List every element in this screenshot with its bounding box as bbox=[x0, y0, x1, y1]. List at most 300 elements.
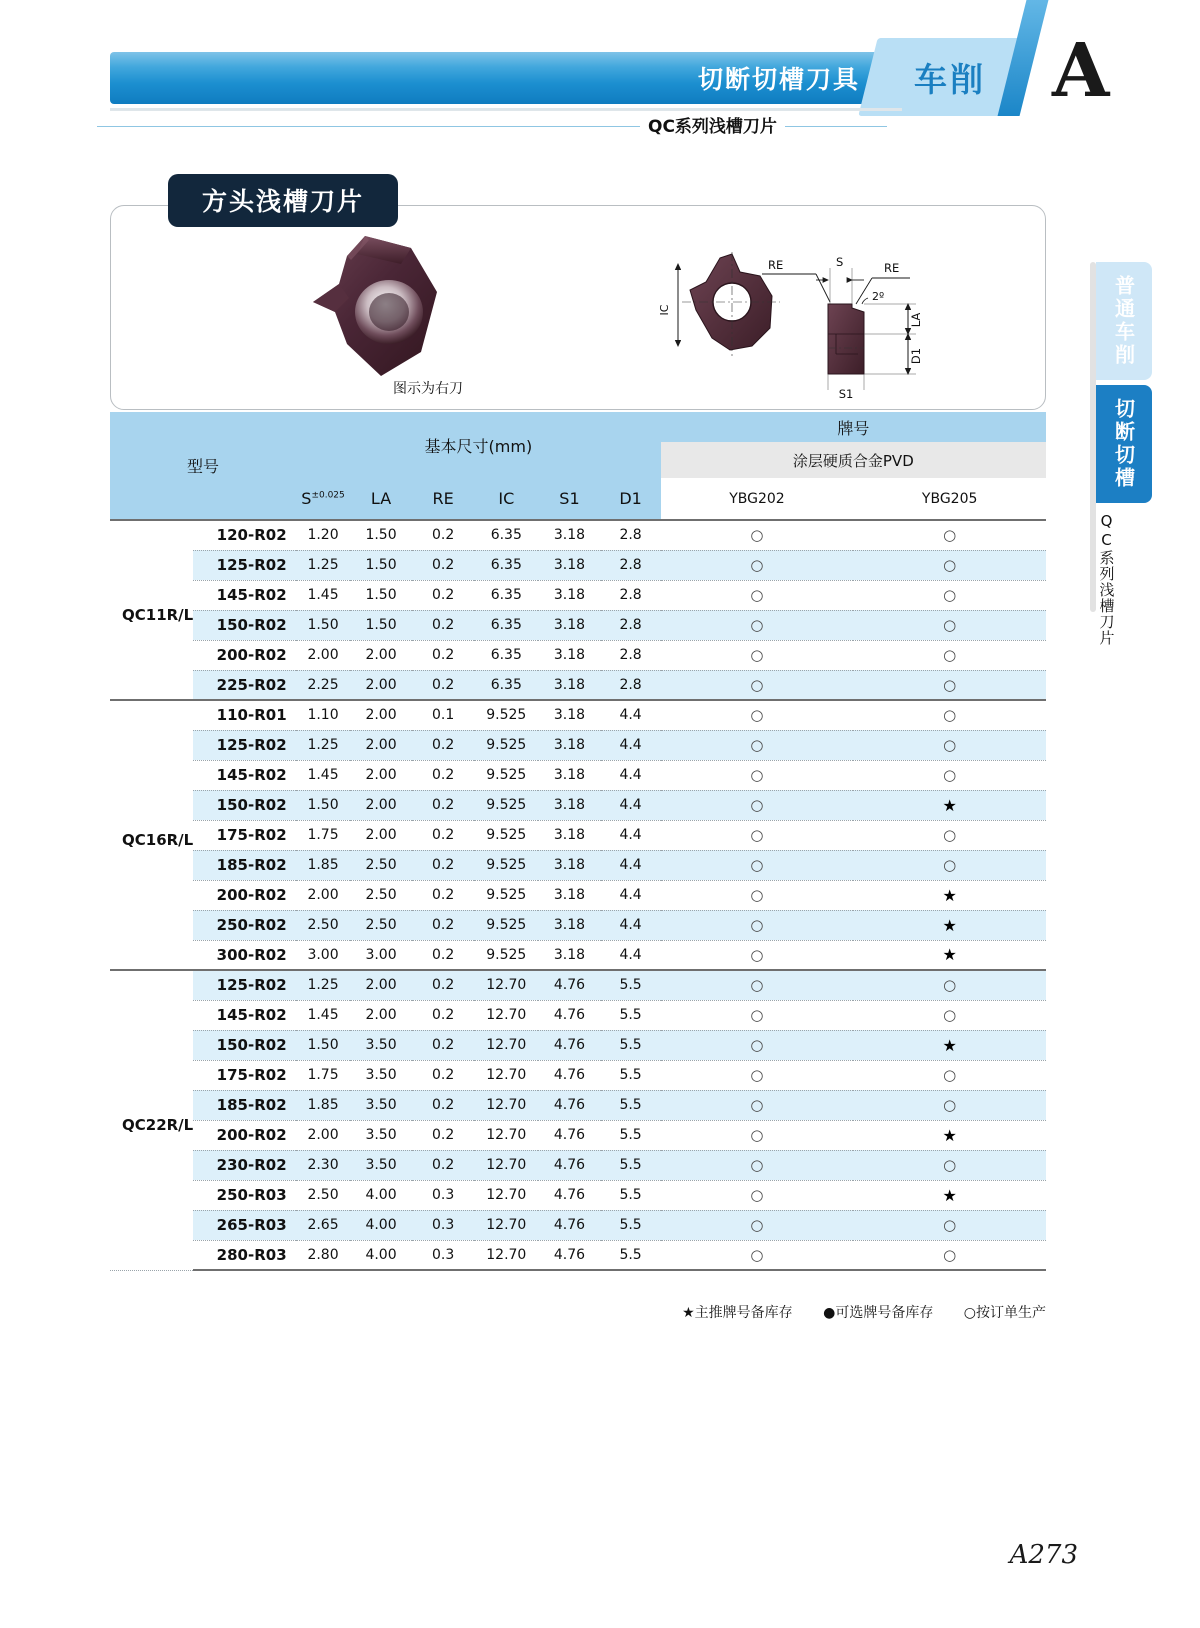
s-cell: 1.50 bbox=[296, 790, 350, 820]
la-cell: 2.00 bbox=[350, 760, 412, 790]
header-grade-sub: 涂层硬质合金PVD bbox=[661, 442, 1046, 478]
ic-cell: 12.70 bbox=[474, 970, 538, 1000]
model-cell: 175-R02 bbox=[193, 820, 296, 850]
header-model: 型号 bbox=[110, 412, 296, 520]
s-cell: 2.80 bbox=[296, 1240, 350, 1270]
insert-photo-svg bbox=[261, 226, 511, 386]
la-d1-dimensions bbox=[864, 304, 923, 374]
table-row bbox=[110, 730, 1046, 760]
ic-cell: 9.525 bbox=[474, 730, 538, 760]
header-basic-dimensions: 基本尺寸(mm) bbox=[296, 412, 661, 478]
ybg205-cell: ★ bbox=[853, 880, 1046, 910]
d1-cell: 2.8 bbox=[601, 550, 661, 580]
d1-label: D1 bbox=[909, 347, 923, 365]
table-row bbox=[110, 700, 1046, 730]
model-cell: 185-R02 bbox=[193, 1090, 296, 1120]
table-row bbox=[110, 1060, 1046, 1090]
insert-photo bbox=[261, 226, 511, 386]
ybg205-cell: ○ bbox=[853, 760, 1046, 790]
model-cell: 125-R02 bbox=[193, 730, 296, 760]
re-cell: 0.2 bbox=[412, 520, 474, 550]
model-cell: 125-R02 bbox=[193, 550, 296, 580]
s-cell: 1.75 bbox=[296, 1060, 350, 1090]
ybg202-cell: ○ bbox=[661, 790, 854, 820]
ic-cell: 9.525 bbox=[474, 790, 538, 820]
table-row bbox=[110, 880, 1046, 910]
ybg205-cell: ○ bbox=[853, 700, 1046, 730]
ybg205-cell: ○ bbox=[853, 1240, 1046, 1270]
ic-cell: 12.70 bbox=[474, 1030, 538, 1060]
d1-cell: 2.8 bbox=[601, 580, 661, 610]
page-header bbox=[0, 0, 1200, 145]
s1-cell: 3.18 bbox=[538, 640, 600, 670]
table-row bbox=[110, 940, 1046, 970]
ybg205-cell: ★ bbox=[853, 1180, 1046, 1210]
model-cell: 145-R02 bbox=[193, 760, 296, 790]
model-cell: 230-R02 bbox=[193, 1150, 296, 1180]
table-row bbox=[110, 910, 1046, 940]
d1-cell: 4.4 bbox=[601, 790, 661, 820]
ic-cell: 12.70 bbox=[474, 1180, 538, 1210]
model-cell: 200-R02 bbox=[193, 1120, 296, 1150]
ybg202-cell: ○ bbox=[661, 850, 854, 880]
re-cell: 0.2 bbox=[412, 970, 474, 1000]
d1-cell: 5.5 bbox=[601, 1090, 661, 1120]
s1-cell: 3.18 bbox=[538, 700, 600, 730]
d1-cell: 5.5 bbox=[601, 1150, 661, 1180]
model-cell: 250-R02 bbox=[193, 910, 296, 940]
ybg202-cell: ○ bbox=[661, 550, 854, 580]
d1-cell: 4.4 bbox=[601, 880, 661, 910]
ybg202-cell: ○ bbox=[661, 760, 854, 790]
legend-dot: ●可选牌号备库存 bbox=[823, 1305, 934, 1321]
la-cell: 3.50 bbox=[350, 1120, 412, 1150]
s-cell: 1.50 bbox=[296, 1030, 350, 1060]
la-cell: 2.00 bbox=[350, 700, 412, 730]
table-row bbox=[110, 580, 1046, 610]
section-title-pill: 方头浅槽刀片 bbox=[168, 174, 398, 227]
re-cell: 0.2 bbox=[412, 550, 474, 580]
photo-caption: 图示为右刀 bbox=[393, 381, 463, 397]
table-row bbox=[110, 1150, 1046, 1180]
d1-cell: 4.4 bbox=[601, 940, 661, 970]
ybg205-cell: ○ bbox=[853, 1000, 1046, 1030]
la-cell: 3.50 bbox=[350, 1150, 412, 1180]
re-cell: 0.2 bbox=[412, 730, 474, 760]
ybg202-cell: ○ bbox=[661, 1240, 854, 1270]
re-cell: 0.2 bbox=[412, 910, 474, 940]
la-cell: 2.50 bbox=[350, 850, 412, 880]
ic-dimension bbox=[658, 264, 678, 346]
model-cell: 265-R03 bbox=[193, 1210, 296, 1240]
ybg205-cell: ★ bbox=[853, 790, 1046, 820]
ybg202-cell: ○ bbox=[661, 580, 854, 610]
ic-cell: 9.525 bbox=[474, 820, 538, 850]
ybg202-cell: ○ bbox=[661, 670, 854, 700]
re-cell: 0.3 bbox=[412, 1180, 474, 1210]
header-s-tolerance: ±0.025 bbox=[311, 490, 345, 501]
d1-cell: 5.5 bbox=[601, 1240, 661, 1270]
ybg202-cell: ○ bbox=[661, 730, 854, 760]
group-type-cell: QC11R/L bbox=[110, 520, 193, 700]
ic-cell: 12.70 bbox=[474, 1090, 538, 1120]
ybg202-cell: ○ bbox=[661, 1090, 854, 1120]
s1-cell: 3.18 bbox=[538, 850, 600, 880]
ybg205-cell: ○ bbox=[853, 970, 1046, 1000]
model-cell: 280-R03 bbox=[193, 1240, 296, 1270]
sidebar-item-cutoff-grooving[interactable]: 切断切槽 bbox=[1096, 385, 1152, 503]
re-cell: 0.1 bbox=[412, 700, 474, 730]
ybg205-cell: ★ bbox=[853, 1120, 1046, 1150]
s1-cell: 4.76 bbox=[538, 1150, 600, 1180]
re-left-label: RE bbox=[768, 258, 784, 272]
s1-dimension bbox=[828, 374, 864, 401]
ybg205-cell: ○ bbox=[853, 1060, 1046, 1090]
d1-cell: 5.5 bbox=[601, 1060, 661, 1090]
ybg205-cell: ○ bbox=[853, 550, 1046, 580]
s1-cell: 3.18 bbox=[538, 760, 600, 790]
page-number: A273 bbox=[1009, 1540, 1078, 1570]
s-cell: 1.85 bbox=[296, 1090, 350, 1120]
d1-cell: 5.5 bbox=[601, 1210, 661, 1240]
table-row bbox=[110, 1240, 1046, 1270]
table-body bbox=[110, 520, 1046, 1270]
model-cell: 185-R02 bbox=[193, 850, 296, 880]
ybg202-cell: ○ bbox=[661, 1180, 854, 1210]
model-cell: 125-R02 bbox=[193, 970, 296, 1000]
s1-cell: 4.76 bbox=[538, 1210, 600, 1240]
ybg205-cell: ○ bbox=[853, 730, 1046, 760]
model-cell: 120-R02 bbox=[193, 520, 296, 550]
table-row bbox=[110, 550, 1046, 580]
table-row bbox=[110, 1030, 1046, 1060]
d1-cell: 5.5 bbox=[601, 1120, 661, 1150]
legend-circle: ○按订单生产 bbox=[963, 1305, 1046, 1321]
sidebar-item-general-turning[interactable]: 普通车削 bbox=[1096, 262, 1152, 380]
re-cell: 0.2 bbox=[412, 820, 474, 850]
group-type-cell: QC16R/L bbox=[110, 700, 193, 970]
la-cell: 3.50 bbox=[350, 1060, 412, 1090]
s-cell: 1.45 bbox=[296, 760, 350, 790]
la-cell: 2.00 bbox=[350, 730, 412, 760]
ic-cell: 9.525 bbox=[474, 910, 538, 940]
ic-cell: 9.525 bbox=[474, 940, 538, 970]
table-row bbox=[110, 760, 1046, 790]
table-head bbox=[110, 412, 1046, 520]
ybg202-cell: ○ bbox=[661, 1150, 854, 1180]
ic-cell: 9.525 bbox=[474, 760, 538, 790]
header-s-text: S bbox=[301, 489, 312, 508]
ybg205-cell: ○ bbox=[853, 850, 1046, 880]
ybg202-cell: ○ bbox=[661, 1030, 854, 1060]
re-cell: 0.2 bbox=[412, 1060, 474, 1090]
s1-cell: 3.18 bbox=[538, 880, 600, 910]
ybg205-cell: ○ bbox=[853, 640, 1046, 670]
model-cell: 175-R02 bbox=[193, 1060, 296, 1090]
model-cell: 145-R02 bbox=[193, 580, 296, 610]
model-cell: 300-R02 bbox=[193, 940, 296, 970]
table-row bbox=[110, 1090, 1046, 1120]
d1-cell: 2.8 bbox=[601, 640, 661, 670]
s-cell: 1.85 bbox=[296, 850, 350, 880]
ybg202-cell: ○ bbox=[661, 910, 854, 940]
s1-cell: 3.18 bbox=[538, 790, 600, 820]
d1-cell: 4.4 bbox=[601, 910, 661, 940]
d1-cell: 4.4 bbox=[601, 760, 661, 790]
ic-label: IC bbox=[658, 304, 671, 316]
ic-cell: 9.525 bbox=[474, 700, 538, 730]
ic-cell: 6.35 bbox=[474, 610, 538, 640]
ic-cell: 12.70 bbox=[474, 1240, 538, 1270]
header-grade: 牌号 bbox=[661, 412, 1046, 442]
table-row bbox=[110, 820, 1046, 850]
s1-cell: 3.18 bbox=[538, 520, 600, 550]
ybg202-cell: ○ bbox=[661, 610, 854, 640]
re-cell: 0.2 bbox=[412, 670, 474, 700]
s1-cell: 3.18 bbox=[538, 730, 600, 760]
la-cell: 2.00 bbox=[350, 1000, 412, 1030]
header-section-letter: A bbox=[1052, 28, 1110, 114]
front-view bbox=[682, 252, 780, 356]
la-cell: 2.00 bbox=[350, 820, 412, 850]
s1-cell: 3.18 bbox=[538, 670, 600, 700]
re-right-label: RE bbox=[884, 261, 900, 275]
header-subtitle: QC系列浅槽刀片 bbox=[640, 112, 785, 137]
ybg205-cell: ○ bbox=[853, 670, 1046, 700]
s-cell: 2.50 bbox=[296, 1180, 350, 1210]
ybg205-cell: ○ bbox=[853, 1090, 1046, 1120]
table-legend bbox=[110, 1302, 1046, 1322]
s1-cell: 3.18 bbox=[538, 820, 600, 850]
ybg205-cell: ○ bbox=[853, 1210, 1046, 1240]
re-cell: 0.2 bbox=[412, 580, 474, 610]
s-cell: 2.30 bbox=[296, 1150, 350, 1180]
la-label: LA bbox=[909, 312, 923, 328]
ybg205-cell: ○ bbox=[853, 520, 1046, 550]
ybg205-cell: ★ bbox=[853, 1030, 1046, 1060]
d1-cell: 5.5 bbox=[601, 1030, 661, 1060]
header-category-label: 车削 bbox=[914, 59, 986, 99]
d1-cell: 2.8 bbox=[601, 520, 661, 550]
re-cell: 0.2 bbox=[412, 790, 474, 820]
la-cell: 1.50 bbox=[350, 580, 412, 610]
header-ybg202: YBG202 bbox=[661, 478, 854, 520]
la-cell: 2.00 bbox=[350, 670, 412, 700]
table-row bbox=[110, 1180, 1046, 1210]
s-cell: 2.00 bbox=[296, 640, 350, 670]
ybg202-cell: ○ bbox=[661, 1060, 854, 1090]
ybg205-cell: ○ bbox=[853, 820, 1046, 850]
d1-cell: 4.4 bbox=[601, 730, 661, 760]
d1-cell: 2.8 bbox=[601, 610, 661, 640]
s-cell: 2.00 bbox=[296, 1120, 350, 1150]
s-cell: 1.25 bbox=[296, 970, 350, 1000]
la-cell: 1.50 bbox=[350, 610, 412, 640]
model-cell: 250-R03 bbox=[193, 1180, 296, 1210]
header-row-1 bbox=[110, 412, 1046, 442]
re-cell: 0.2 bbox=[412, 850, 474, 880]
re-cell: 0.2 bbox=[412, 760, 474, 790]
specification-table bbox=[110, 412, 1046, 1271]
ybg205-cell: ★ bbox=[853, 910, 1046, 940]
table-row bbox=[110, 850, 1046, 880]
s-cell: 1.45 bbox=[296, 1000, 350, 1030]
ic-cell: 12.70 bbox=[474, 1120, 538, 1150]
technical-drawing-svg bbox=[620, 238, 950, 403]
ic-cell: 6.35 bbox=[474, 520, 538, 550]
table-row bbox=[110, 640, 1046, 670]
ybg202-cell: ○ bbox=[661, 940, 854, 970]
la-cell: 4.00 bbox=[350, 1240, 412, 1270]
table-row bbox=[110, 1000, 1046, 1030]
sidebar-section-label: QC系列浅槽刀片 bbox=[1097, 512, 1116, 646]
model-cell: 150-R02 bbox=[193, 1030, 296, 1060]
s1-cell: 4.76 bbox=[538, 1000, 600, 1030]
header-ic: IC bbox=[474, 478, 538, 520]
s1-cell: 4.76 bbox=[538, 1090, 600, 1120]
header-title: 切断切槽刀具 bbox=[697, 65, 860, 94]
la-cell: 4.00 bbox=[350, 1210, 412, 1240]
model-cell: 200-R02 bbox=[193, 640, 296, 670]
ybg202-cell: ○ bbox=[661, 1000, 854, 1030]
s-cell: 1.50 bbox=[296, 610, 350, 640]
s1-cell: 4.76 bbox=[538, 1060, 600, 1090]
la-cell: 2.50 bbox=[350, 910, 412, 940]
d1-cell: 5.5 bbox=[601, 1000, 661, 1030]
s-cell: 2.00 bbox=[296, 880, 350, 910]
model-cell: 145-R02 bbox=[193, 1000, 296, 1030]
header-divider-thick bbox=[110, 108, 902, 111]
s-cell: 2.50 bbox=[296, 910, 350, 940]
s1-cell: 4.76 bbox=[538, 970, 600, 1000]
table-row bbox=[110, 790, 1046, 820]
header-title-bar bbox=[110, 52, 900, 104]
ybg205-cell: ○ bbox=[853, 580, 1046, 610]
la-cell: 3.50 bbox=[350, 1090, 412, 1120]
ic-cell: 12.70 bbox=[474, 1210, 538, 1240]
s-cell: 3.00 bbox=[296, 940, 350, 970]
d1-cell: 4.4 bbox=[601, 700, 661, 730]
ic-cell: 9.525 bbox=[474, 880, 538, 910]
s-cell: 2.65 bbox=[296, 1210, 350, 1240]
ybg202-cell: ○ bbox=[661, 640, 854, 670]
ic-cell: 6.35 bbox=[474, 580, 538, 610]
technical-drawing bbox=[620, 238, 950, 403]
ic-cell: 6.35 bbox=[474, 640, 538, 670]
table-row bbox=[110, 670, 1046, 700]
header-ybg205: YBG205 bbox=[853, 478, 1046, 520]
table-row bbox=[110, 1120, 1046, 1150]
s1-cell: 3.18 bbox=[538, 580, 600, 610]
s-cell: 1.45 bbox=[296, 580, 350, 610]
header-s bbox=[296, 478, 350, 520]
d1-cell: 4.4 bbox=[601, 820, 661, 850]
header-d1: D1 bbox=[601, 478, 661, 520]
ic-cell: 12.70 bbox=[474, 1150, 538, 1180]
model-cell: 225-R02 bbox=[193, 670, 296, 700]
ybg202-cell: ○ bbox=[661, 820, 854, 850]
ybg202-cell: ○ bbox=[661, 880, 854, 910]
d1-cell: 2.8 bbox=[601, 670, 661, 700]
s-cell: 1.25 bbox=[296, 730, 350, 760]
la-cell: 3.50 bbox=[350, 1030, 412, 1060]
table-row bbox=[110, 970, 1046, 1000]
re-cell: 0.3 bbox=[412, 1210, 474, 1240]
model-cell: 200-R02 bbox=[193, 880, 296, 910]
s1-cell: 3.18 bbox=[538, 610, 600, 640]
side-view bbox=[828, 304, 864, 374]
ybg202-cell: ○ bbox=[661, 700, 854, 730]
re-cell: 0.2 bbox=[412, 1000, 474, 1030]
s1-cell: 4.76 bbox=[538, 1240, 600, 1270]
header-s1: S1 bbox=[538, 478, 600, 520]
la-cell: 2.00 bbox=[350, 970, 412, 1000]
table-row bbox=[110, 1210, 1046, 1240]
re-cell: 0.2 bbox=[412, 640, 474, 670]
re-cell: 0.2 bbox=[412, 940, 474, 970]
s-cell: 2.25 bbox=[296, 670, 350, 700]
re-cell: 0.2 bbox=[412, 880, 474, 910]
s1-cell: 4.76 bbox=[538, 1180, 600, 1210]
table-row bbox=[110, 520, 1046, 550]
angle-label: 2º bbox=[872, 290, 885, 303]
re-cell: 0.2 bbox=[412, 1090, 474, 1120]
s-label: S bbox=[836, 255, 844, 269]
ybg205-cell: ★ bbox=[853, 940, 1046, 970]
ic-cell: 6.35 bbox=[474, 670, 538, 700]
d1-cell: 4.4 bbox=[601, 850, 661, 880]
model-cell: 150-R02 bbox=[193, 790, 296, 820]
ybg202-cell: ○ bbox=[661, 1210, 854, 1240]
model-cell: 150-R02 bbox=[193, 610, 296, 640]
s-cell: 1.20 bbox=[296, 520, 350, 550]
la-cell: 2.00 bbox=[350, 790, 412, 820]
re-cell: 0.2 bbox=[412, 610, 474, 640]
la-cell: 3.00 bbox=[350, 940, 412, 970]
ic-cell: 12.70 bbox=[474, 1060, 538, 1090]
la-cell: 1.50 bbox=[350, 520, 412, 550]
s1-label: S1 bbox=[838, 387, 854, 401]
s1-cell: 3.18 bbox=[538, 550, 600, 580]
s-dimension bbox=[816, 255, 864, 304]
header-la: LA bbox=[350, 478, 412, 520]
d1-cell: 5.5 bbox=[601, 970, 661, 1000]
re-cell: 0.2 bbox=[412, 1120, 474, 1150]
s-cell: 1.25 bbox=[296, 550, 350, 580]
ybg205-cell: ○ bbox=[853, 610, 1046, 640]
la-cell: 4.00 bbox=[350, 1180, 412, 1210]
re-cell: 0.3 bbox=[412, 1240, 474, 1270]
ic-cell: 6.35 bbox=[474, 550, 538, 580]
s-cell: 1.75 bbox=[296, 820, 350, 850]
legend-star: ★主推牌号备库存 bbox=[682, 1305, 793, 1321]
s1-cell: 4.76 bbox=[538, 1030, 600, 1060]
ybg202-cell: ○ bbox=[661, 1120, 854, 1150]
ic-cell: 12.70 bbox=[474, 1000, 538, 1030]
header-re: RE bbox=[412, 478, 474, 520]
s1-cell: 3.18 bbox=[538, 910, 600, 940]
ic-cell: 9.525 bbox=[474, 850, 538, 880]
re-cell: 0.2 bbox=[412, 1150, 474, 1180]
la-cell: 2.00 bbox=[350, 640, 412, 670]
s-cell: 1.10 bbox=[296, 700, 350, 730]
s1-cell: 3.18 bbox=[538, 940, 600, 970]
re-cell: 0.2 bbox=[412, 1030, 474, 1060]
ybg202-cell: ○ bbox=[661, 520, 854, 550]
s1-cell: 4.76 bbox=[538, 1120, 600, 1150]
la-cell: 2.50 bbox=[350, 880, 412, 910]
ybg202-cell: ○ bbox=[661, 970, 854, 1000]
